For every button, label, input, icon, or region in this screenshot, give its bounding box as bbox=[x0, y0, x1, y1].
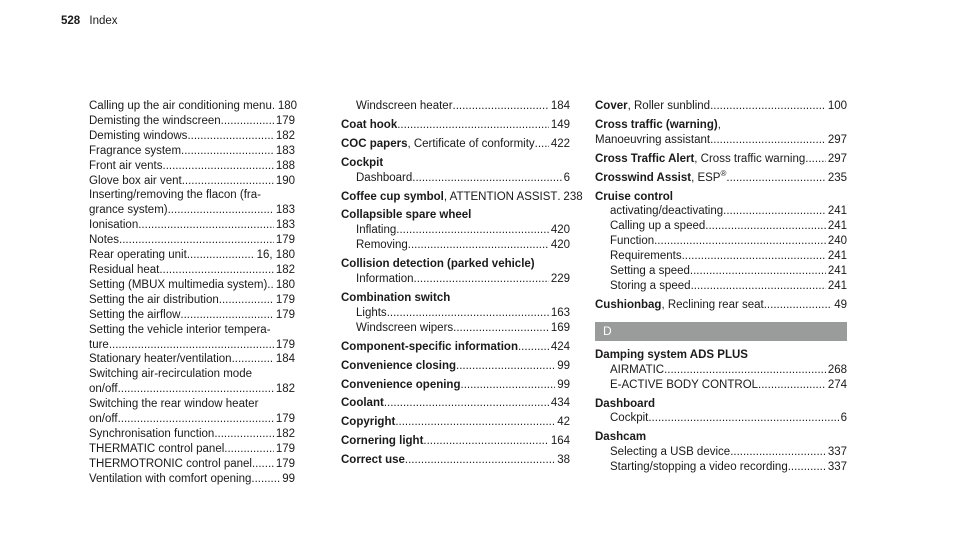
entry-term: Cruise control bbox=[595, 190, 673, 203]
index-heading bbox=[341, 396, 570, 411]
index-entry bbox=[89, 159, 295, 174]
page-reference: 6 bbox=[840, 412, 847, 425]
index-entry bbox=[89, 218, 295, 233]
dot-leader bbox=[187, 248, 255, 263]
page-reference: 16, 180 bbox=[256, 249, 295, 262]
index-heading bbox=[595, 430, 847, 445]
dot-leader bbox=[384, 396, 549, 411]
page-reference: 337 bbox=[827, 461, 847, 474]
dot-leader bbox=[412, 171, 561, 186]
page-reference: 420 bbox=[550, 239, 570, 252]
index-entry bbox=[89, 144, 295, 159]
entry-text: Setting the air distribution bbox=[89, 293, 219, 306]
entry-term: Crosswind Assist bbox=[595, 171, 692, 184]
dot-leader bbox=[710, 133, 826, 148]
entry-text: Manoeuvring assistant bbox=[595, 133, 711, 146]
index-entry bbox=[89, 293, 295, 308]
page-reference: 188 bbox=[275, 159, 295, 172]
entry-text: Switching the rear window heater bbox=[89, 398, 259, 411]
dot-leader bbox=[654, 234, 826, 249]
index-entry bbox=[89, 338, 295, 353]
dot-leader bbox=[397, 118, 549, 133]
dot-leader bbox=[232, 352, 274, 367]
page-reference: 183 bbox=[275, 219, 295, 232]
page-reference: 184 bbox=[275, 353, 295, 366]
index-entry bbox=[341, 238, 570, 253]
index-entry bbox=[89, 263, 295, 278]
entry-text: Selecting a USB device bbox=[610, 446, 731, 459]
entry-term: COC papers bbox=[341, 137, 408, 150]
dot-leader bbox=[252, 457, 274, 472]
dot-leader bbox=[535, 137, 549, 152]
page-reference: 337 bbox=[827, 446, 847, 459]
entry-text: AIRMATIC bbox=[610, 363, 665, 376]
index-heading bbox=[341, 156, 570, 171]
entry-term: Combination switch bbox=[341, 291, 451, 304]
entry-text: Inserting/removing the flacon (fra- bbox=[89, 189, 261, 202]
index-heading bbox=[595, 99, 847, 114]
entry-text: Calling up the air conditioning menu bbox=[89, 100, 272, 112]
index-column-2 bbox=[341, 99, 583, 468]
page-reference: 297 bbox=[827, 133, 847, 146]
page-number: 528 bbox=[61, 15, 81, 27]
page-reference: 190 bbox=[275, 174, 295, 187]
entry-text: on/off bbox=[89, 383, 118, 396]
dot-leader bbox=[730, 445, 826, 460]
page-header bbox=[61, 14, 118, 28]
entry-text: Function bbox=[610, 235, 655, 248]
index-heading bbox=[595, 348, 847, 363]
page-reference: 179 bbox=[275, 114, 295, 127]
page-reference: 241 bbox=[827, 279, 847, 292]
dot-leader bbox=[788, 460, 826, 475]
index-entry bbox=[89, 129, 295, 144]
entry-text: Dashboard bbox=[356, 171, 413, 184]
entry-term: Coat hook bbox=[341, 118, 398, 131]
page-reference: 179 bbox=[275, 413, 295, 426]
page-reference: 99 bbox=[557, 378, 570, 391]
dot-leader bbox=[405, 453, 555, 468]
index-entry bbox=[89, 382, 295, 397]
entry-text: , Certificate of conformity bbox=[407, 137, 535, 150]
page-reference: 163 bbox=[550, 306, 570, 319]
index-entry bbox=[341, 171, 570, 186]
index-heading bbox=[595, 168, 847, 186]
index-entry bbox=[595, 219, 847, 234]
dot-leader bbox=[682, 249, 826, 264]
index-entry bbox=[89, 203, 295, 218]
entry-text: Setting the vehicle interior tempera- bbox=[89, 323, 271, 336]
dot-leader bbox=[395, 415, 555, 430]
index-column-1 bbox=[89, 99, 298, 487]
dot-leader bbox=[251, 472, 280, 487]
dot-leader bbox=[119, 233, 274, 248]
entry-text: ture bbox=[89, 338, 109, 351]
entry-term: Cross Traffic Alert bbox=[595, 152, 695, 165]
page-reference: 241 bbox=[827, 205, 847, 218]
page-reference: 179 bbox=[275, 234, 295, 247]
page-reference: 422 bbox=[550, 137, 570, 150]
index-column-3 bbox=[595, 99, 847, 475]
index-heading bbox=[595, 152, 847, 167]
dot-leader bbox=[726, 171, 825, 186]
entry-text: Synchronisation function bbox=[89, 427, 215, 440]
entry-term: Collapsible spare wheel bbox=[341, 209, 472, 222]
page-reference: 434 bbox=[550, 397, 570, 410]
dot-leader bbox=[453, 321, 549, 336]
page-reference: 179 bbox=[275, 338, 295, 351]
dot-leader bbox=[710, 99, 826, 114]
index-entry bbox=[89, 472, 295, 487]
entry-term: Copyright bbox=[341, 416, 396, 429]
entry-text: Windscreen wipers bbox=[356, 321, 454, 334]
index-entry bbox=[89, 397, 295, 412]
entry-text: Windscreen heater bbox=[356, 100, 453, 112]
index-entry bbox=[89, 427, 295, 442]
index-heading bbox=[341, 434, 570, 449]
index-entry bbox=[341, 272, 570, 287]
entry-text: Calling up a speed bbox=[610, 220, 706, 233]
entry-text: Setting (MBUX multimedia system) bbox=[89, 278, 268, 291]
index-entry bbox=[89, 412, 295, 427]
index-heading bbox=[341, 208, 570, 223]
dot-leader bbox=[396, 223, 549, 238]
index-entry bbox=[595, 234, 847, 249]
index-heading bbox=[341, 415, 570, 430]
entry-term: Collision detection (parked vehicle) bbox=[341, 258, 535, 271]
index-entry bbox=[341, 306, 570, 321]
entry-text: Ionisation bbox=[89, 219, 139, 232]
entry-term: Dashcam bbox=[595, 431, 647, 444]
entry-text: Setting the airflow bbox=[89, 308, 181, 321]
index-entry bbox=[341, 223, 570, 238]
index-heading bbox=[341, 257, 570, 272]
entry-text: Rear operating unit bbox=[89, 249, 187, 262]
index-entry bbox=[595, 411, 847, 426]
page-reference: 241 bbox=[827, 265, 847, 278]
page-reference: 229 bbox=[550, 273, 570, 286]
entry-text: activating/deactivating bbox=[610, 205, 724, 218]
entry-text: Notes bbox=[89, 234, 120, 247]
entry-term: Convenience closing bbox=[341, 359, 457, 372]
entry-text: Fragrance system bbox=[89, 144, 182, 157]
dot-leader bbox=[518, 340, 549, 355]
page-reference: 179 bbox=[275, 293, 295, 306]
page-reference: 42 bbox=[557, 416, 570, 429]
entry-term: Cushionbag bbox=[595, 298, 662, 311]
entry-text: Front air vents bbox=[89, 159, 163, 172]
dot-leader bbox=[109, 338, 274, 353]
dot-leader bbox=[456, 359, 555, 374]
dot-leader bbox=[180, 308, 273, 323]
index-entry bbox=[89, 233, 295, 248]
entry-term: Component-specific information bbox=[341, 340, 518, 353]
index-entry bbox=[89, 323, 295, 338]
entry-term: Cockpit bbox=[341, 156, 384, 169]
dot-leader bbox=[648, 411, 838, 426]
index-entry bbox=[595, 460, 847, 475]
entry-text: Information bbox=[356, 273, 414, 286]
entry-text: Switching air-recirculation mode bbox=[89, 368, 252, 381]
dot-leader bbox=[182, 174, 274, 189]
entry-text: Lights bbox=[356, 306, 387, 319]
dot-leader bbox=[453, 99, 549, 114]
index-entry bbox=[89, 248, 295, 263]
page-reference: 182 bbox=[275, 383, 295, 396]
page-reference: 183 bbox=[275, 204, 295, 217]
entry-term: Cornering light bbox=[341, 435, 424, 448]
entry-text: grance system) bbox=[89, 204, 168, 217]
dot-leader bbox=[723, 204, 826, 219]
entry-text: Storing a speed bbox=[610, 279, 691, 292]
entry-text: Demisting the windscreen bbox=[89, 114, 221, 127]
page-reference: 99 bbox=[557, 359, 570, 372]
entry-text: Ventilation with comfort opening bbox=[89, 472, 252, 485]
index-heading bbox=[341, 118, 570, 133]
page-reference: 179 bbox=[275, 457, 295, 470]
dot-leader bbox=[764, 298, 832, 313]
entry-text: Demisting windows bbox=[89, 129, 188, 142]
index-heading bbox=[595, 118, 847, 133]
page-reference: 6 bbox=[563, 171, 570, 184]
entry-text: Starting/stopping a video recording bbox=[610, 461, 788, 474]
page-reference: 420 bbox=[550, 224, 570, 237]
page-reference: 241 bbox=[827, 220, 847, 233]
dot-leader bbox=[214, 427, 274, 442]
page-reference: 49 bbox=[834, 298, 847, 311]
entry-term: Coolant bbox=[341, 397, 384, 410]
dot-leader bbox=[423, 434, 548, 449]
index-heading bbox=[341, 453, 570, 468]
dot-leader bbox=[221, 114, 274, 129]
dot-leader bbox=[159, 263, 273, 278]
dot-leader bbox=[163, 159, 274, 174]
page-reference: 149 bbox=[550, 118, 570, 131]
dot-leader bbox=[181, 144, 274, 159]
dot-leader bbox=[387, 306, 549, 321]
dot-leader bbox=[691, 279, 826, 294]
dot-leader bbox=[705, 219, 826, 234]
registered-mark: ® bbox=[720, 168, 727, 178]
entry-text: THERMATIC control panel bbox=[89, 442, 225, 455]
page-reference: 297 bbox=[827, 152, 847, 165]
entry-term: Cover bbox=[595, 100, 628, 112]
page-reference: 180 bbox=[275, 278, 295, 291]
entry-text: Inflating bbox=[356, 224, 397, 237]
dot-leader bbox=[118, 412, 274, 427]
entry-term: Damping system ADS PLUS bbox=[595, 348, 748, 361]
entry-text: , bbox=[717, 118, 721, 131]
index-heading bbox=[595, 397, 847, 412]
dot-leader bbox=[187, 129, 273, 144]
page-reference: 235 bbox=[827, 171, 847, 184]
entry-text: E-ACTIVE BODY CONTROL bbox=[610, 378, 759, 391]
index-heading bbox=[341, 378, 570, 393]
entry-text: Residual heat bbox=[89, 263, 160, 276]
dot-leader bbox=[408, 238, 549, 253]
entry-term: Correct use bbox=[341, 454, 405, 467]
dot-leader bbox=[805, 152, 826, 167]
entry-text: Requirements bbox=[610, 250, 682, 263]
dot-leader bbox=[690, 264, 826, 279]
index-entry bbox=[89, 174, 295, 189]
entry-text: Glove box air vent bbox=[89, 174, 182, 187]
index-entry bbox=[595, 378, 847, 393]
header-title: Index bbox=[89, 15, 118, 27]
index-heading bbox=[341, 291, 570, 306]
index-entry bbox=[341, 321, 570, 336]
index-heading bbox=[595, 298, 847, 313]
entry-text: on/off bbox=[89, 413, 118, 426]
dot-leader bbox=[118, 382, 274, 397]
index-entry bbox=[595, 264, 847, 279]
index-entry bbox=[595, 204, 847, 219]
page-reference: 180 bbox=[277, 100, 298, 112]
page-reference: 274 bbox=[827, 378, 847, 391]
index-heading bbox=[341, 190, 583, 205]
entry-term: Coffee cup symbol bbox=[341, 190, 444, 203]
entry-text: , Reclining rear seat bbox=[661, 298, 764, 311]
entry-term: Cross traffic (warning) bbox=[595, 118, 718, 131]
index-entry bbox=[89, 99, 298, 114]
index-entry bbox=[89, 278, 295, 293]
index-entry bbox=[595, 133, 847, 148]
page-reference: 179 bbox=[275, 442, 295, 455]
index-entry bbox=[89, 367, 295, 382]
page-reference: 169 bbox=[550, 321, 570, 334]
entry-text: , Roller sunblind bbox=[627, 100, 711, 112]
index-entry bbox=[89, 352, 295, 367]
entry-text: , ESP bbox=[691, 171, 721, 184]
section-letter: D bbox=[595, 322, 847, 341]
page-reference: 238 bbox=[563, 190, 583, 203]
page-reference: 179 bbox=[275, 308, 295, 321]
entry-text: Setting a speed bbox=[610, 265, 690, 278]
page-reference: 38 bbox=[557, 454, 570, 467]
entry-text: THERMOTRONIC control panel bbox=[89, 457, 252, 470]
page-reference: 241 bbox=[827, 250, 847, 263]
entry-text: Stationary heater/ventilation bbox=[89, 353, 232, 366]
page-reference: 184 bbox=[550, 100, 570, 112]
index-entry bbox=[89, 457, 295, 472]
dot-leader bbox=[138, 218, 274, 233]
dot-leader bbox=[461, 378, 556, 393]
dot-leader bbox=[224, 442, 274, 457]
dot-leader bbox=[168, 203, 274, 218]
entry-text: Cockpit bbox=[610, 412, 649, 425]
page-reference: 182 bbox=[275, 129, 295, 142]
page-reference: 164 bbox=[550, 435, 570, 448]
index-heading bbox=[341, 359, 570, 374]
entry-text: , ATTENTION ASSIST bbox=[443, 190, 558, 203]
dot-leader bbox=[219, 293, 274, 308]
index-entry bbox=[89, 188, 295, 203]
dot-leader bbox=[758, 378, 826, 393]
page-reference: 100 bbox=[827, 100, 847, 112]
index-entry bbox=[595, 363, 847, 378]
index-entry bbox=[89, 114, 295, 129]
index-heading bbox=[341, 137, 570, 152]
page-reference: 182 bbox=[275, 263, 295, 276]
index-heading bbox=[341, 340, 570, 355]
index-entry bbox=[595, 279, 847, 294]
index-entry bbox=[89, 308, 295, 323]
index-entry bbox=[341, 99, 570, 114]
entry-text: , Cross traffic warning bbox=[694, 152, 806, 165]
dot-leader bbox=[664, 363, 826, 378]
entry-term: Convenience opening bbox=[341, 378, 461, 391]
entry-text: Removing bbox=[356, 239, 408, 252]
index-heading bbox=[595, 190, 847, 205]
page-reference: 240 bbox=[827, 235, 847, 248]
page-reference: 99 bbox=[282, 472, 295, 485]
page-reference: 182 bbox=[275, 427, 295, 440]
index-entry bbox=[595, 445, 847, 460]
page-reference: 268 bbox=[827, 363, 847, 376]
page-reference: 424 bbox=[550, 340, 570, 353]
dot-leader bbox=[414, 272, 549, 287]
index-entry bbox=[89, 442, 295, 457]
page-reference: 183 bbox=[275, 144, 295, 157]
entry-term: Dashboard bbox=[595, 397, 656, 410]
index-entry bbox=[595, 249, 847, 264]
